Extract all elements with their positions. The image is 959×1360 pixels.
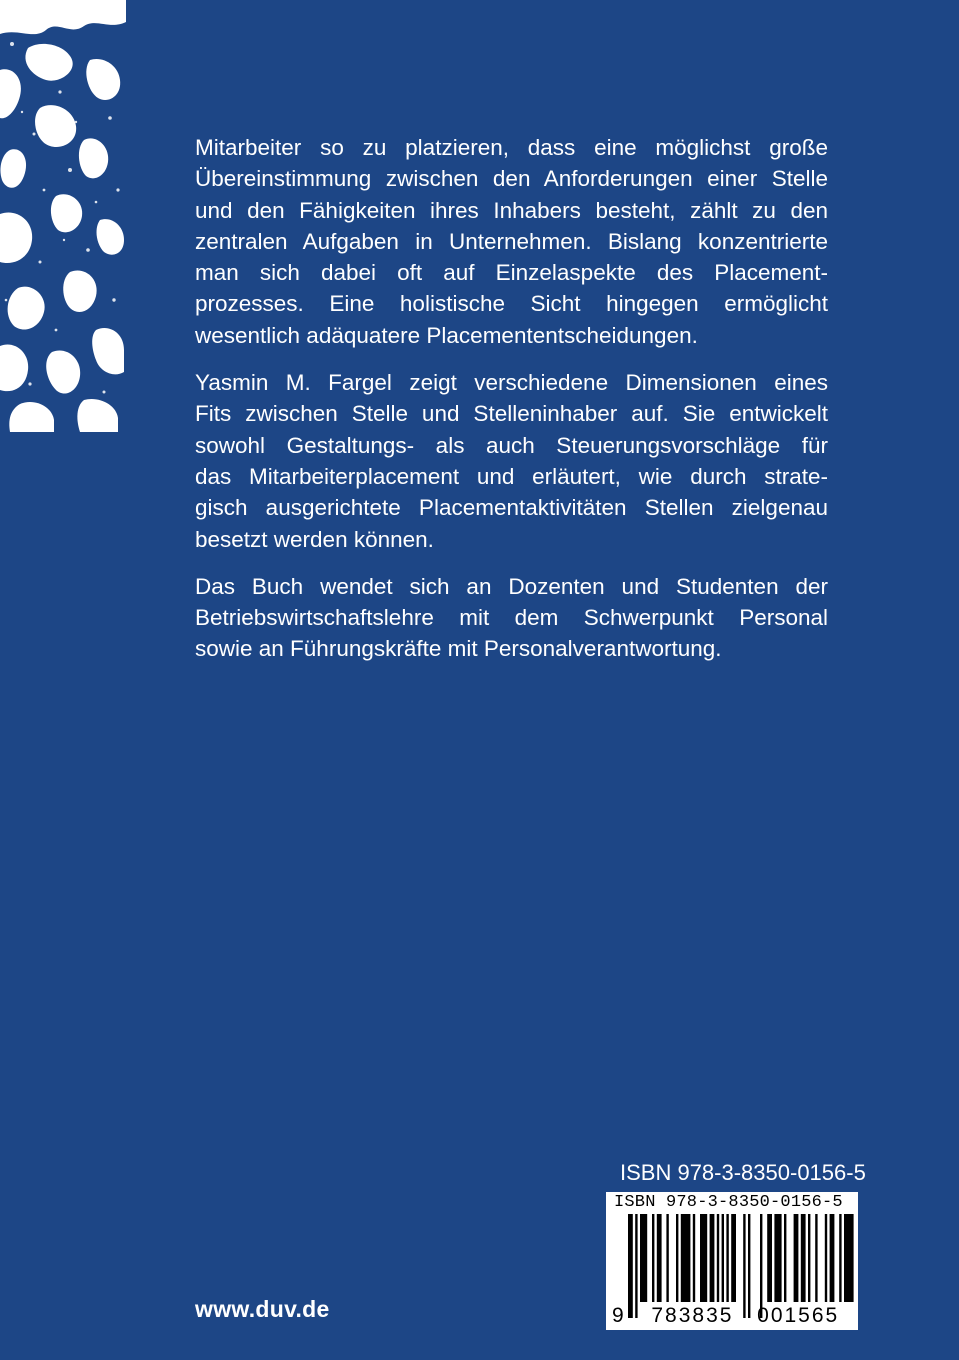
barcode-bar <box>635 1214 637 1318</box>
barcode-bar <box>808 1214 810 1302</box>
publisher-website: www.duv.de <box>195 1296 330 1322</box>
blurb-line: Mitarbeiter so zu platzieren, dass eine möglichst große <box>195 135 828 160</box>
barcode-bar <box>844 1214 854 1302</box>
blurb-line: sowohl Gestaltungs- als auch Steuerungsvorschläge für <box>195 432 828 458</box>
barcode-bar <box>681 1214 691 1302</box>
barcode-bar <box>652 1214 654 1302</box>
barcode-bar <box>731 1214 736 1302</box>
barcode-bar <box>839 1214 841 1302</box>
barcode-bar <box>760 1214 762 1318</box>
barcode-bar <box>794 1214 799 1302</box>
blurb-paragraph-1 <box>195 132 828 351</box>
blurb-line: zentralen Aufgaben in Unternehmen. Bislang konzentrierte <box>195 228 828 254</box>
blurb-paragraph-3 <box>195 571 828 665</box>
blurb-line: besetzt werden können. <box>195 526 434 552</box>
barcode-bar <box>717 1214 719 1302</box>
barcode-bar <box>710 1214 715 1302</box>
blurb-line: Übereinstimmung zwischen den Anforderungen einer Stelle <box>195 166 828 192</box>
barcode-bar <box>830 1214 835 1302</box>
blurb-line: wesentlich adäquatere Placemententscheidungen. <box>195 322 698 348</box>
barcode-bar <box>815 1214 817 1302</box>
barcode-bar <box>748 1214 750 1318</box>
blurb-line: Yasmin M. Fargel zeigt verschiedene Dimensionen eines <box>195 370 828 396</box>
barcode-bar <box>784 1214 786 1302</box>
barcode-bar <box>640 1214 647 1302</box>
barcode-bar <box>700 1214 707 1302</box>
barcode-bar <box>676 1214 678 1302</box>
barcode-bar <box>743 1214 745 1318</box>
barcode-digit-lead: 9 <box>612 1304 626 1327</box>
isbn-text: ISBN 978-3-8350-0156-5 <box>620 1160 866 1185</box>
barcode-bar <box>726 1214 728 1302</box>
barcode-isbn-label: ISBN 978-3-8350-0156-5 <box>614 1193 843 1212</box>
back-cover-blurb <box>195 132 828 681</box>
blurb-line: man sich dabei oft auf Einzelaspekte des Placement- <box>195 260 828 286</box>
barcode-bar <box>693 1214 695 1302</box>
barcode-digits-right: 001565 <box>757 1304 840 1327</box>
barcode-digits <box>612 1304 839 1328</box>
barcode-bar <box>801 1214 806 1302</box>
barcode-bar <box>657 1214 662 1302</box>
blurb-line: Fits zwischen Stelle und Stelleninhaber auf. Sie entwickelt <box>195 401 828 427</box>
barcode-digits-left: 783835 <box>651 1304 734 1327</box>
blurb-paragraph-2 <box>195 367 828 555</box>
blurb-line: gisch ausgerichtete Placementaktivitäten Stellen zielgenau <box>195 495 828 521</box>
barcode-bar <box>628 1214 633 1318</box>
blurb-line: prozesses. Eine holistische Sicht hingegen ermöglicht <box>195 291 828 317</box>
map-illustration <box>0 0 126 432</box>
blurb-line: das Mitarbeiterplacement und erläutert, wie durch strate- <box>195 463 828 489</box>
blurb-line: sowie an Führungskräfte mit Personalverantwortung. <box>195 636 722 662</box>
barcode-bar <box>774 1214 781 1302</box>
blurb-line: Das Buch wendet sich an Dozenten und Studenten der <box>195 573 828 599</box>
blurb-line: und den Fähigkeiten ihres Inhabers besteht, zählt zu den <box>195 197 828 223</box>
barcode-bar <box>825 1214 827 1302</box>
barcode-bar <box>666 1214 668 1302</box>
barcode-bar <box>767 1214 772 1302</box>
isbn-barcode <box>606 1192 858 1330</box>
blurb-line: Betriebswirtschaftslehre mit dem Schwerpunkt Personal <box>195 605 828 631</box>
barcode-bar <box>722 1214 724 1302</box>
